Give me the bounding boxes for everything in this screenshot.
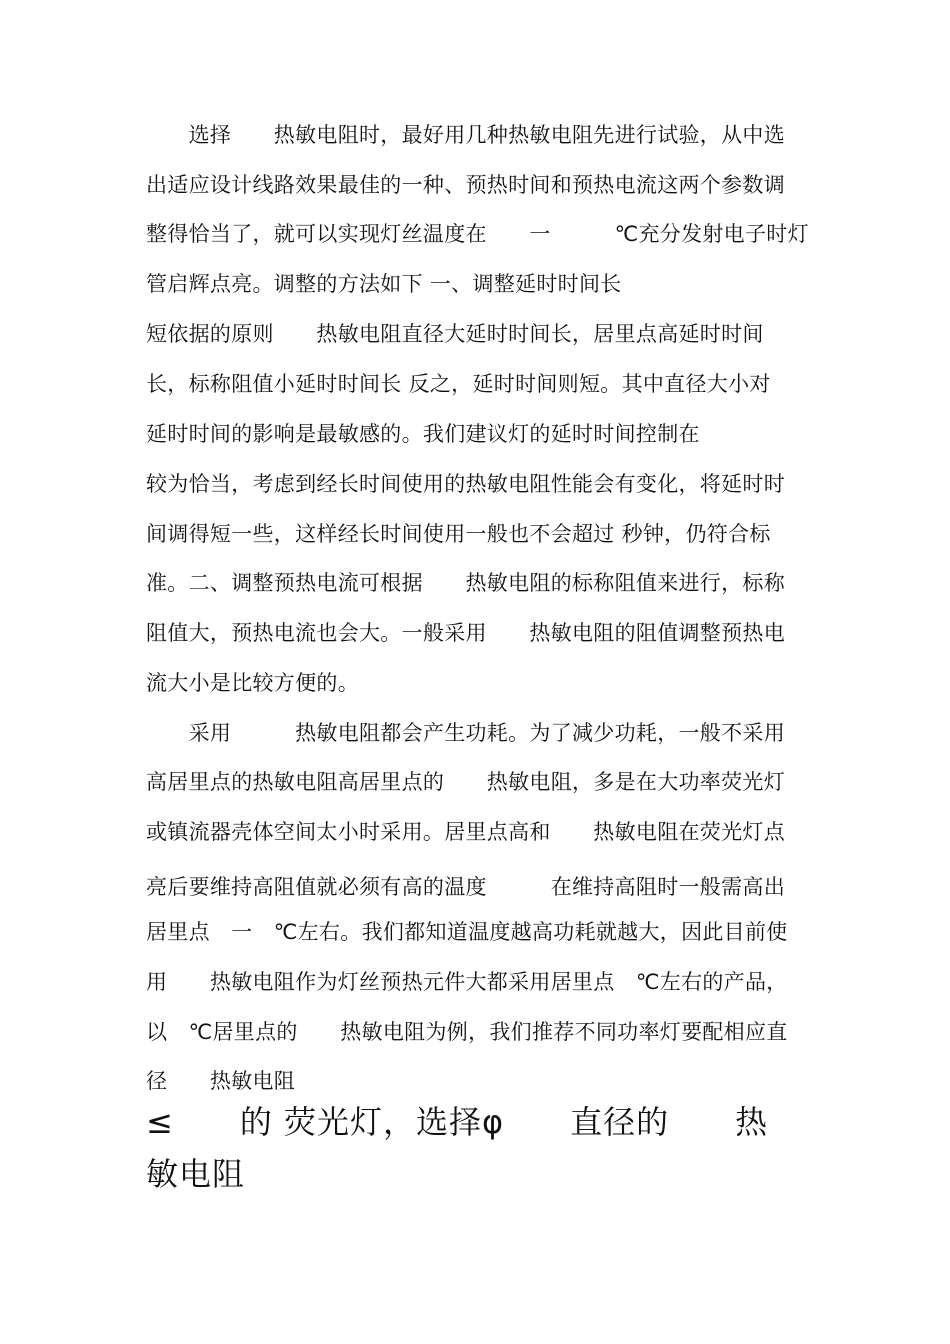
text-line: 出适应设计线路效果最佳的一种、预热时间和预热电流这两个参数调: [146, 173, 785, 197]
text-line: 间调得短一些，这样经长时间使用一般也不会超过 秒钟，仍符合标: [146, 522, 771, 546]
text-line: 居里点 一 ℃左右。我们都知道温度越高功耗就越大，因此目前使: [146, 920, 788, 944]
text-line: 径 热敏电阻: [146, 1069, 296, 1093]
text-line: 较为恰当，考虑到经长时间使用的热敏电阻性能会有变化，将延时时: [146, 472, 785, 496]
text-line: 流大小是比较方便的。: [146, 671, 359, 695]
large-text-line: 敏电阻: [146, 1155, 246, 1193]
text-line: 或镇流器壳体空间太小时采用。居里点高和 热敏电阻在荧光灯点: [146, 820, 785, 844]
text-line: 阻值大，预热电流也会大。一般采用 热敏电阻的阻值调整预热电: [146, 621, 785, 645]
text-line: 准。二、调整预热电流可根据 热敏电阻的标称阻值来进行，标称: [146, 571, 785, 595]
text-line: 整得恰当了，就可以实现灯丝温度在 一 ℃充分发射电子时灯: [146, 222, 809, 246]
large-text-line: ≤ 的 荧光灯，选择φ 直径的 热: [146, 1103, 769, 1141]
text-line: 亮后要维持高阻值就必须有高的温度 在维持高阻时一般需高出: [146, 875, 785, 899]
text-line: 长，标称阻值小延时时间长 反之，延时时间则短。其中直径大小对: [146, 372, 771, 396]
text-line: 短依据的原则 热敏电阻直径大延时时间长，居里点高延时时间: [146, 322, 764, 346]
text-line: 采用 热敏电阻都会产生功耗。为了减少功耗，一般不采用: [146, 721, 785, 745]
text-line: 选择 热敏电阻时，最好用几种热敏电阻先进行试验，从中选: [146, 123, 785, 147]
text-line: 高居里点的热敏电阻高居里点的 热敏电阻，多是在大功率荧光灯: [146, 770, 785, 794]
text-line: 管启辉点亮。调整的方法如下 一、调整延时时间长: [146, 272, 622, 296]
text-line: 用 热敏电阻作为灯丝预热元件大都采用居里点 ℃左右的产品，: [146, 970, 788, 994]
text-line: 延时时间的影响是最敏感的。我们建议灯的延时时间控制在: [146, 422, 700, 446]
text-line: 以 ℃居里点的 热敏电阻为例，我们推荐不同功率灯要配相应直: [146, 1020, 788, 1044]
